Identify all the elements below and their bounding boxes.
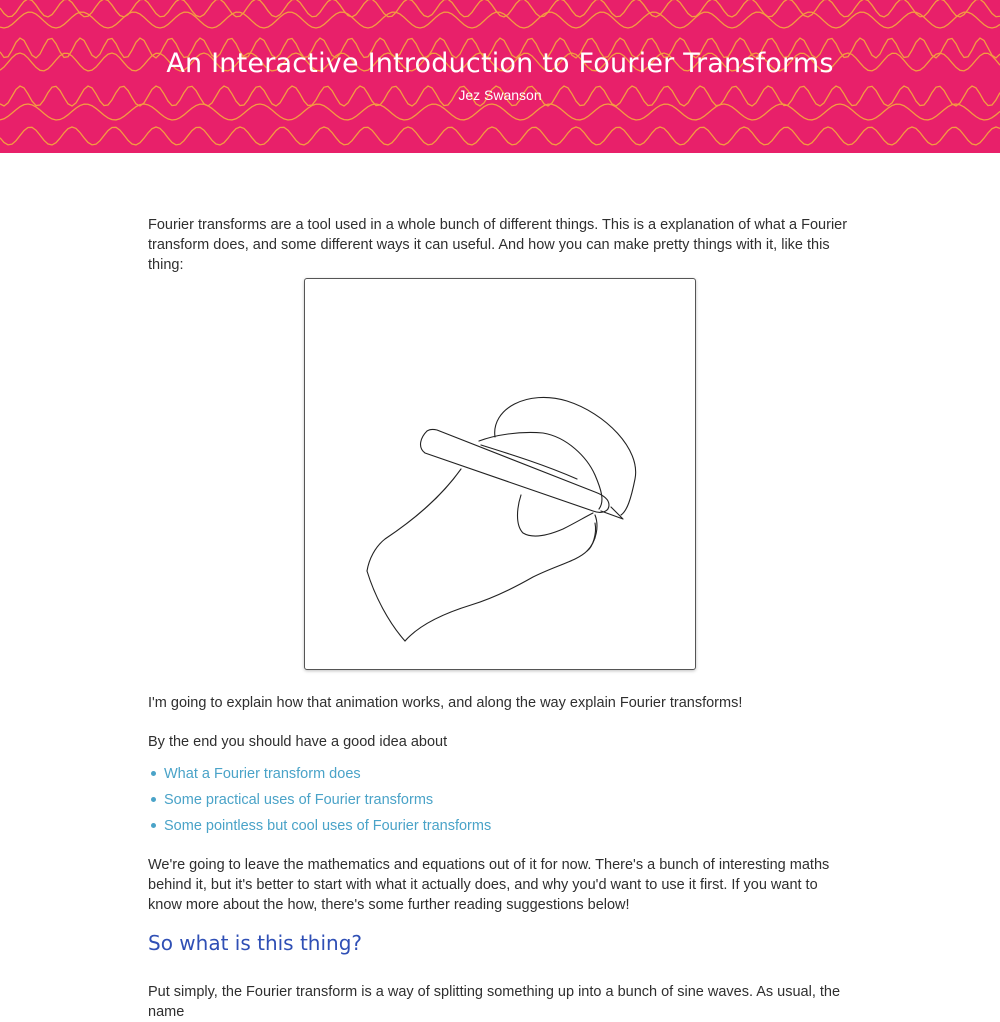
toc-item xyxy=(164,816,868,842)
bullet-icon xyxy=(151,771,156,776)
toc-link-pointless-uses[interactable]: Some pointless but cool uses of Fourier transforms xyxy=(164,818,492,834)
bullet-icon xyxy=(151,797,156,802)
section-heading: So what is this thing? xyxy=(148,931,363,955)
author-name: Jez Swanson xyxy=(458,87,542,103)
intro-paragraph: Fourier transforms are a tool used in a whole bunch of different things. This is a explanation of what a Fourier transform does, and some different ways it can useful. And how you can make pretty things with it, like this thing: xyxy=(148,217,848,273)
explain-paragraph: I'm going to explain how that animation works, and along the way explain Fourier transforms! xyxy=(148,695,743,711)
page-header xyxy=(0,0,1000,153)
toc-link-practical-uses[interactable]: Some practical uses of Fourier transforms xyxy=(164,792,434,808)
sine-wave-line xyxy=(0,104,1000,120)
fourier-drawing-canvas[interactable] xyxy=(304,278,696,670)
sine-wave-line xyxy=(0,0,1000,17)
toc-link-what-it-does[interactable]: What a Fourier transform does xyxy=(164,766,361,782)
page-title: An Interactive Introduction to Fourier Transforms xyxy=(166,48,834,79)
toc-item xyxy=(164,764,868,790)
toc-item xyxy=(164,790,868,816)
simply-paragraph: Put simply, the Fourier transform is a way of splitting something up into a bunch of sine waves. As usual, the name xyxy=(148,984,841,1020)
end-intro-paragraph: By the end you should have a good idea about xyxy=(148,734,448,750)
hand-drawing-icon xyxy=(305,279,695,669)
sine-wave-line xyxy=(0,127,1000,145)
table-of-contents xyxy=(148,764,868,842)
bullet-icon xyxy=(151,823,156,828)
maths-paragraph: We're going to leave the mathematics and equations out of it for now. There's a bunch of interesting maths behind it, but it's better to start with what it actually does, and why you'd want to use it first. If you want to know more about the how, there's some further reading suggestions below! xyxy=(148,857,830,913)
